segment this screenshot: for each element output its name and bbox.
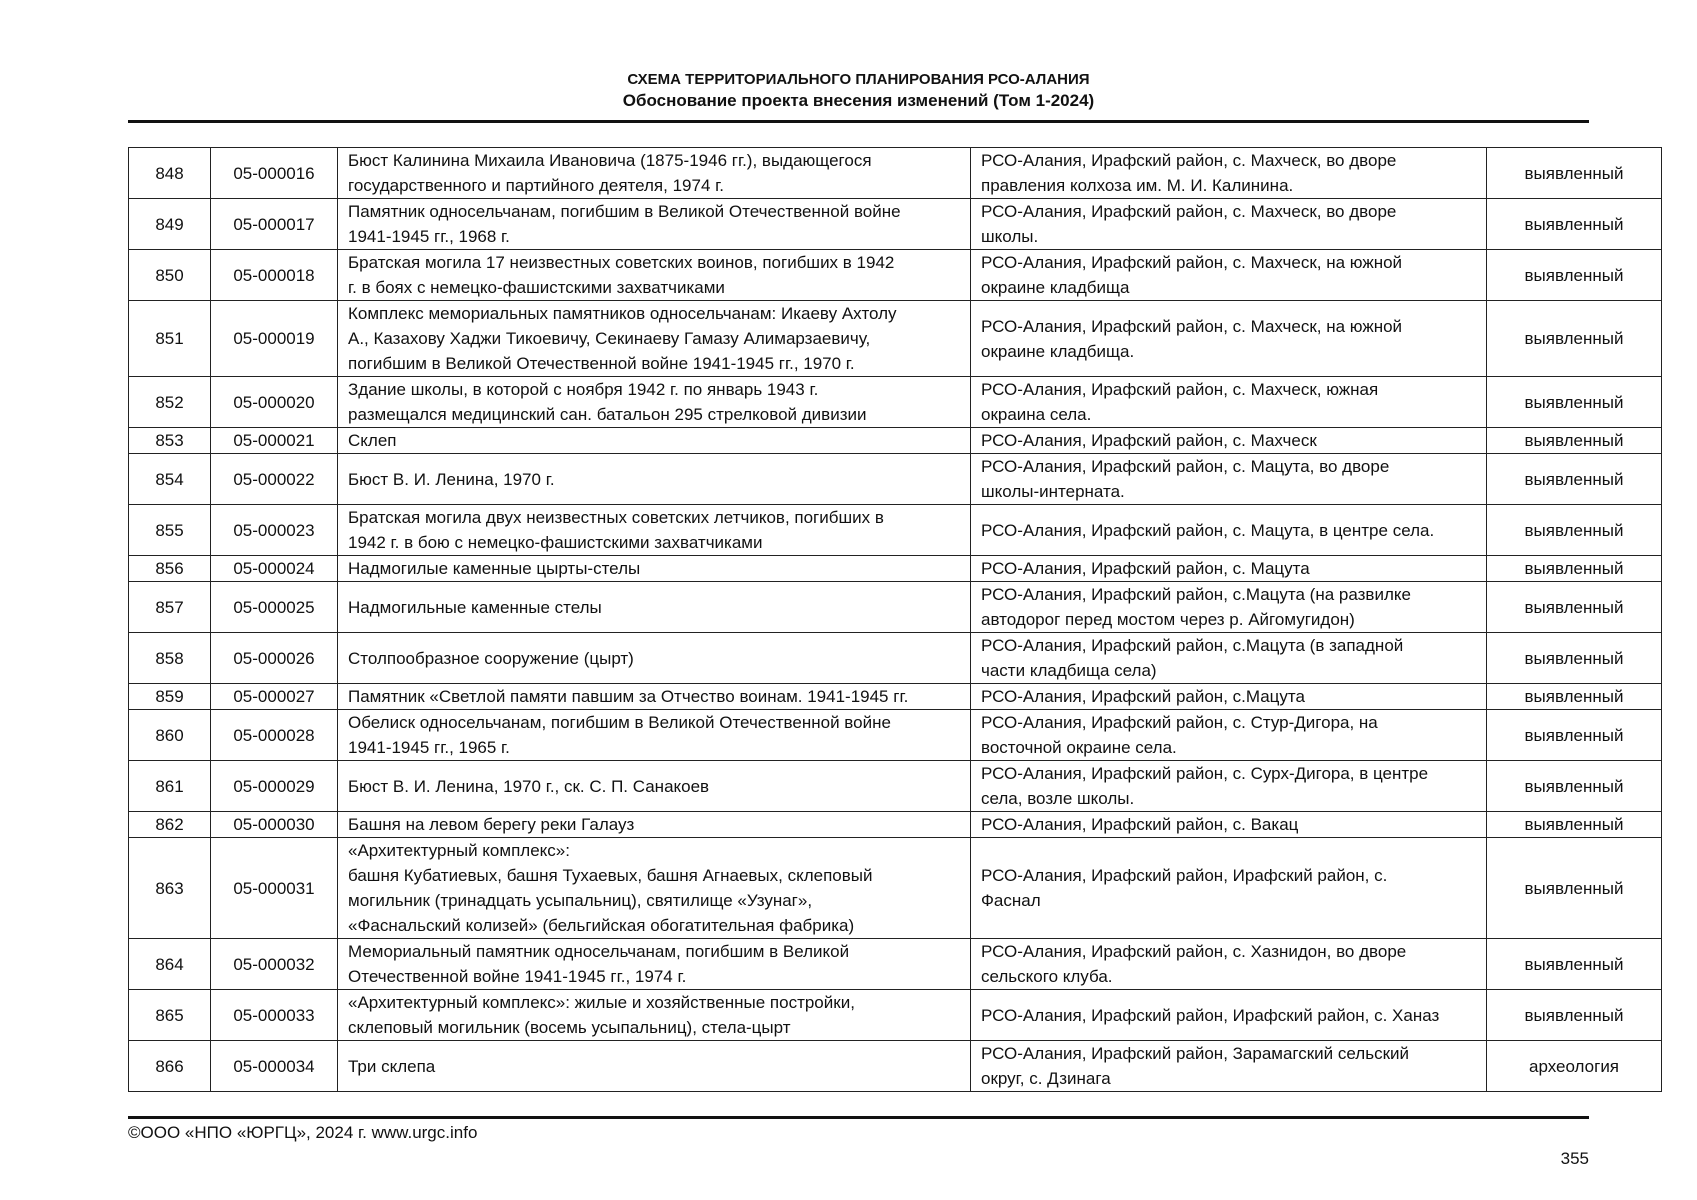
- object-name-line: Надмогилые каменные цырты-стелы: [348, 559, 641, 578]
- object-location-line: школы-интерната.: [981, 482, 1125, 501]
- row-number: 853: [129, 428, 211, 454]
- registry-code: 05-000017: [211, 199, 338, 250]
- object-name-line: размещался медицинский сан. батальон 295 стрелковой дивизии: [348, 405, 867, 424]
- object-name-line: Здание школы, в которой с ноября 1942 г. по январь 1943 г.: [348, 380, 819, 399]
- object-name-line: Склеп: [348, 431, 397, 450]
- object-location-line: села, возле школы.: [981, 789, 1135, 808]
- table-row: [129, 1041, 1662, 1092]
- object-status: выявленный: [1487, 556, 1662, 582]
- table-row: [129, 505, 1662, 556]
- object-name-line: склеповый могильник (восемь усыпальниц), стела-цырт: [348, 1018, 791, 1037]
- table-row: [129, 582, 1662, 633]
- object-location-line: РСО-Алания, Ирафский район, с.Мацута (на развилке: [981, 585, 1411, 604]
- object-status: выявленный: [1487, 377, 1662, 428]
- object-name: [338, 556, 971, 582]
- object-name-line: Отечественной войне 1941-1945 гг., 1974 г.: [348, 967, 687, 986]
- row-number: 863: [129, 838, 211, 939]
- object-location: [971, 250, 1487, 301]
- object-location-line: окраине кладбища: [981, 278, 1130, 297]
- table-row: [129, 301, 1662, 377]
- object-name: [338, 761, 971, 812]
- row-number: 852: [129, 377, 211, 428]
- object-location: [971, 148, 1487, 199]
- object-status: выявленный: [1487, 990, 1662, 1041]
- row-number: 856: [129, 556, 211, 582]
- object-status: выявленный: [1487, 505, 1662, 556]
- object-name-line: г. в боях с немецко-фашистскими захватчиками: [348, 278, 725, 297]
- object-name-line: «Архитектурный комплекс»: жилые и хозяйственные постройки,: [348, 993, 855, 1012]
- object-name-line: Три склепа: [348, 1056, 436, 1076]
- object-location-line: правления колхоза им. М. И. Калинина.: [981, 176, 1294, 195]
- row-number: 857: [129, 582, 211, 633]
- object-status: выявленный: [1487, 454, 1662, 505]
- monuments-table: [128, 147, 1662, 1092]
- object-name-line: А., Казахову Хаджи Тикоевичу, Секинаеву Гамазу Алимарзаевичу,: [348, 329, 871, 348]
- table-row: [129, 250, 1662, 301]
- object-name-line: Бюст Калинина Михаила Ивановича (1875-1946 гг.), выдающегося: [348, 151, 872, 170]
- object-location-line: РСО-Алания, Ирафский район, с. Махческ, во дворе: [981, 202, 1397, 221]
- table-row: [129, 633, 1662, 684]
- registry-code: 05-000032: [211, 939, 338, 990]
- object-location-line: восточной окраине села.: [981, 738, 1177, 757]
- object-status: выявленный: [1487, 939, 1662, 990]
- object-location: [971, 1041, 1487, 1092]
- row-number: 860: [129, 710, 211, 761]
- object-name-line: Братская могила двух неизвестных советских летчиков, погибших в: [348, 508, 884, 527]
- table-row: [129, 199, 1662, 250]
- object-name-line: могильник (тринадцать усыпальниц), святилище «Узунаг»,: [348, 891, 813, 910]
- object-location-line: округ, с. Дзинага: [981, 1069, 1111, 1088]
- header-rule: [128, 120, 1589, 123]
- row-number: 850: [129, 250, 211, 301]
- object-name: [338, 148, 971, 199]
- table-row: [129, 454, 1662, 505]
- object-location: [971, 990, 1487, 1041]
- object-status: выявленный: [1487, 710, 1662, 761]
- row-number: 865: [129, 990, 211, 1041]
- object-status: выявленный: [1487, 148, 1662, 199]
- object-status: выявленный: [1487, 301, 1662, 377]
- object-location: [971, 633, 1487, 684]
- object-name-line: «Фаснальский колизей» (бельгийская обогатительная фабрика): [348, 916, 855, 935]
- object-name: [338, 377, 971, 428]
- object-location-line: окраине кладбища.: [981, 341, 1135, 361]
- object-name-line: башня Кубатиевых, башня Тухаевых, башня Агнаевых, склеповый: [348, 866, 873, 885]
- registry-code: 05-000031: [211, 838, 338, 939]
- object-location-line: РСО-Алания, Ирафский район, с. Сурх-Дигора, в центре: [981, 764, 1429, 783]
- table-row: [129, 148, 1662, 199]
- row-number: 854: [129, 454, 211, 505]
- object-location-line: окраина села.: [981, 405, 1092, 424]
- table-row: [129, 838, 1662, 939]
- registry-code: 05-000028: [211, 710, 338, 761]
- row-number: 866: [129, 1041, 211, 1092]
- object-location-line: РСО-Алания, Ирафский район, с. Хазнидон, во дворе: [981, 942, 1407, 961]
- object-location: [971, 505, 1487, 556]
- object-name: [338, 633, 971, 684]
- object-name-line: Комплекс мемориальных памятников односельчанам: Икаеву Ахтолу: [348, 304, 897, 323]
- table-row: [129, 556, 1662, 582]
- object-status: выявленный: [1487, 250, 1662, 301]
- object-location: [971, 454, 1487, 505]
- object-location-line: РСО-Алания, Ирафский район, Ирафский район, с. Ханаз: [981, 1005, 1440, 1025]
- object-location-line: РСО-Алания, Ирафский район, с.Мацута (в западной: [981, 636, 1404, 655]
- object-location-line: РСО-Алания, Ирафский район, Ирафский район, с.: [981, 866, 1388, 885]
- table-row: [129, 428, 1662, 454]
- object-location: [971, 582, 1487, 633]
- object-status: выявленный: [1487, 761, 1662, 812]
- object-status: выявленный: [1487, 684, 1662, 710]
- table-body: [129, 148, 1662, 1092]
- object-status: выявленный: [1487, 812, 1662, 838]
- registry-code: 05-000030: [211, 812, 338, 838]
- object-name-line: Памятник «Светлой памяти павшим за Отчество воинам. 1941-1945 гг.: [348, 687, 909, 706]
- object-location-line: автодорог перед мостом через р. Айгомугидон): [981, 610, 1355, 629]
- object-location-line: Фаснал: [981, 891, 1041, 910]
- object-location: [971, 684, 1487, 710]
- object-location-line: РСО-Алания, Ирафский район, с. Вакац: [981, 815, 1299, 834]
- object-location-line: РСО-Алания, Ирафский район, с. Махческ, во дворе: [981, 151, 1397, 170]
- object-name-line: Братская могила 17 неизвестных советских воинов, погибших в 1942: [348, 253, 895, 272]
- object-name: [338, 505, 971, 556]
- object-name: [338, 838, 971, 939]
- object-status: выявленный: [1487, 633, 1662, 684]
- object-name-line: 1941-1945 гг., 1968 г.: [348, 227, 510, 246]
- object-location-line: РСО-Алания, Ирафский район, с. Махческ, южная: [981, 380, 1379, 399]
- object-name: [338, 990, 971, 1041]
- registry-code: 05-000029: [211, 761, 338, 812]
- object-location: [971, 428, 1487, 454]
- page-number: 355: [1560, 1149, 1589, 1168]
- row-number: 864: [129, 939, 211, 990]
- object-location-line: РСО-Алания, Ирафский район, с. Мацута: [981, 559, 1310, 578]
- object-location: [971, 301, 1487, 377]
- registry-code: 05-000034: [211, 1041, 338, 1092]
- object-location: [971, 761, 1487, 812]
- registry-code: 05-000024: [211, 556, 338, 582]
- registry-code: 05-000021: [211, 428, 338, 454]
- object-status: выявленный: [1487, 838, 1662, 939]
- object-location-line: сельского клуба.: [981, 967, 1113, 986]
- object-location-line: РСО-Алания, Ирафский район, с. Махческ, на южной: [981, 316, 1403, 336]
- row-number: 858: [129, 633, 211, 684]
- object-name: [338, 812, 971, 838]
- object-name-line: Мемориальный памятник односельчанам, погибшим в Великой: [348, 942, 850, 961]
- row-number: 849: [129, 199, 211, 250]
- object-location: [971, 199, 1487, 250]
- registry-code: 05-000019: [211, 301, 338, 377]
- registry-code: 05-000027: [211, 684, 338, 710]
- footer-rule: [128, 1116, 1589, 1119]
- object-name: [338, 939, 971, 990]
- object-name-line: погибшим в Великой Отечественной войне 1941-1945 гг., 1970 г.: [348, 354, 855, 373]
- registry-code: 05-000023: [211, 505, 338, 556]
- object-location-line: РСО-Алания, Ирафский район, с. Мацута, во дворе: [981, 457, 1390, 476]
- object-name-line: Бюст В. И. Ленина, 1970 г.: [348, 469, 555, 489]
- object-name: [338, 250, 971, 301]
- registry-code: 05-000018: [211, 250, 338, 301]
- object-name: [338, 199, 971, 250]
- object-name: [338, 454, 971, 505]
- row-number: 851: [129, 301, 211, 377]
- object-name-line: 1942 г. в бою с немецко-фашистскими захватчиками: [348, 533, 763, 552]
- object-status: выявленный: [1487, 199, 1662, 250]
- row-number: 862: [129, 812, 211, 838]
- row-number: 861: [129, 761, 211, 812]
- object-location: [971, 710, 1487, 761]
- row-number: 859: [129, 684, 211, 710]
- object-location: [971, 377, 1487, 428]
- object-name-line: Башня на левом берегу реки Галауз: [348, 815, 635, 834]
- monuments-table-wrap: [128, 147, 1661, 1092]
- object-name-line: «Архитектурный комплекс»:: [348, 841, 570, 860]
- registry-code: 05-000025: [211, 582, 338, 633]
- object-location: [971, 838, 1487, 939]
- object-location-line: РСО-Алания, Ирафский район, с. Стур-Дигора, на: [981, 713, 1378, 732]
- object-name: [338, 582, 971, 633]
- object-name: [338, 301, 971, 377]
- footer-copyright: ©ООО «НПО «ЮРГЦ», 2024 г. www.urgc.info: [128, 1123, 478, 1142]
- row-number: 855: [129, 505, 211, 556]
- object-name-line: 1941-1945 гг., 1965 г.: [348, 738, 510, 757]
- registry-code: 05-000033: [211, 990, 338, 1041]
- object-location: [971, 939, 1487, 990]
- object-name-line: Бюст В. И. Ленина, 1970 г., ск. С. П. Санакоев: [348, 776, 710, 796]
- table-row: [129, 939, 1662, 990]
- object-location-line: РСО-Алания, Ирафский район, с. Махческ: [981, 431, 1317, 450]
- object-status: археология: [1487, 1041, 1662, 1092]
- table-row: [129, 377, 1662, 428]
- object-location-line: РСО-Алания, Ирафский район, с. Мацута, в центре села.: [981, 520, 1435, 540]
- object-location-line: РСО-Алания, Ирафский район, Зарамагский сельский: [981, 1044, 1409, 1063]
- table-row: [129, 684, 1662, 710]
- object-name-line: Обелиск односельчанам, погибшим в Великой Отечественной войне: [348, 713, 891, 732]
- document-subtitle: Обоснование проекта внесения изменений (Том 1-2024): [622, 91, 1095, 110]
- object-location: [971, 812, 1487, 838]
- object-location-line: РСО-Алания, Ирафский район, с.Мацута: [981, 687, 1305, 706]
- table-row: [129, 812, 1662, 838]
- document-header: [128, 70, 1589, 112]
- table-row: [129, 761, 1662, 812]
- registry-code: 05-000020: [211, 377, 338, 428]
- registry-code: 05-000016: [211, 148, 338, 199]
- object-name-line: государственного и партийного деятеля, 1974 г.: [348, 176, 724, 195]
- registry-code: 05-000022: [211, 454, 338, 505]
- registry-code: 05-000026: [211, 633, 338, 684]
- object-name: [338, 710, 971, 761]
- object-location-line: части кладбища села): [981, 661, 1157, 680]
- document-title: СХЕМА ТЕРРИТОРИАЛЬНОГО ПЛАНИРОВАНИЯ РСО-АЛАНИЯ: [627, 71, 1090, 88]
- object-name: [338, 684, 971, 710]
- object-location-line: РСО-Алания, Ирафский район, с. Махческ, на южной: [981, 253, 1403, 272]
- object-name-line: Столпообразное сооружение (цырт): [348, 648, 634, 668]
- object-name-line: Памятник односельчанам, погибшим в Великой Отечественной войне: [348, 202, 901, 221]
- object-name-line: Надмогильные каменные стелы: [348, 597, 602, 617]
- object-name: [338, 1041, 971, 1092]
- object-status: выявленный: [1487, 582, 1662, 633]
- table-row: [129, 710, 1662, 761]
- row-number: 848: [129, 148, 211, 199]
- table-row: [129, 990, 1662, 1041]
- object-status: выявленный: [1487, 428, 1662, 454]
- object-location: [971, 556, 1487, 582]
- object-name: [338, 428, 971, 454]
- object-location-line: школы.: [981, 227, 1039, 246]
